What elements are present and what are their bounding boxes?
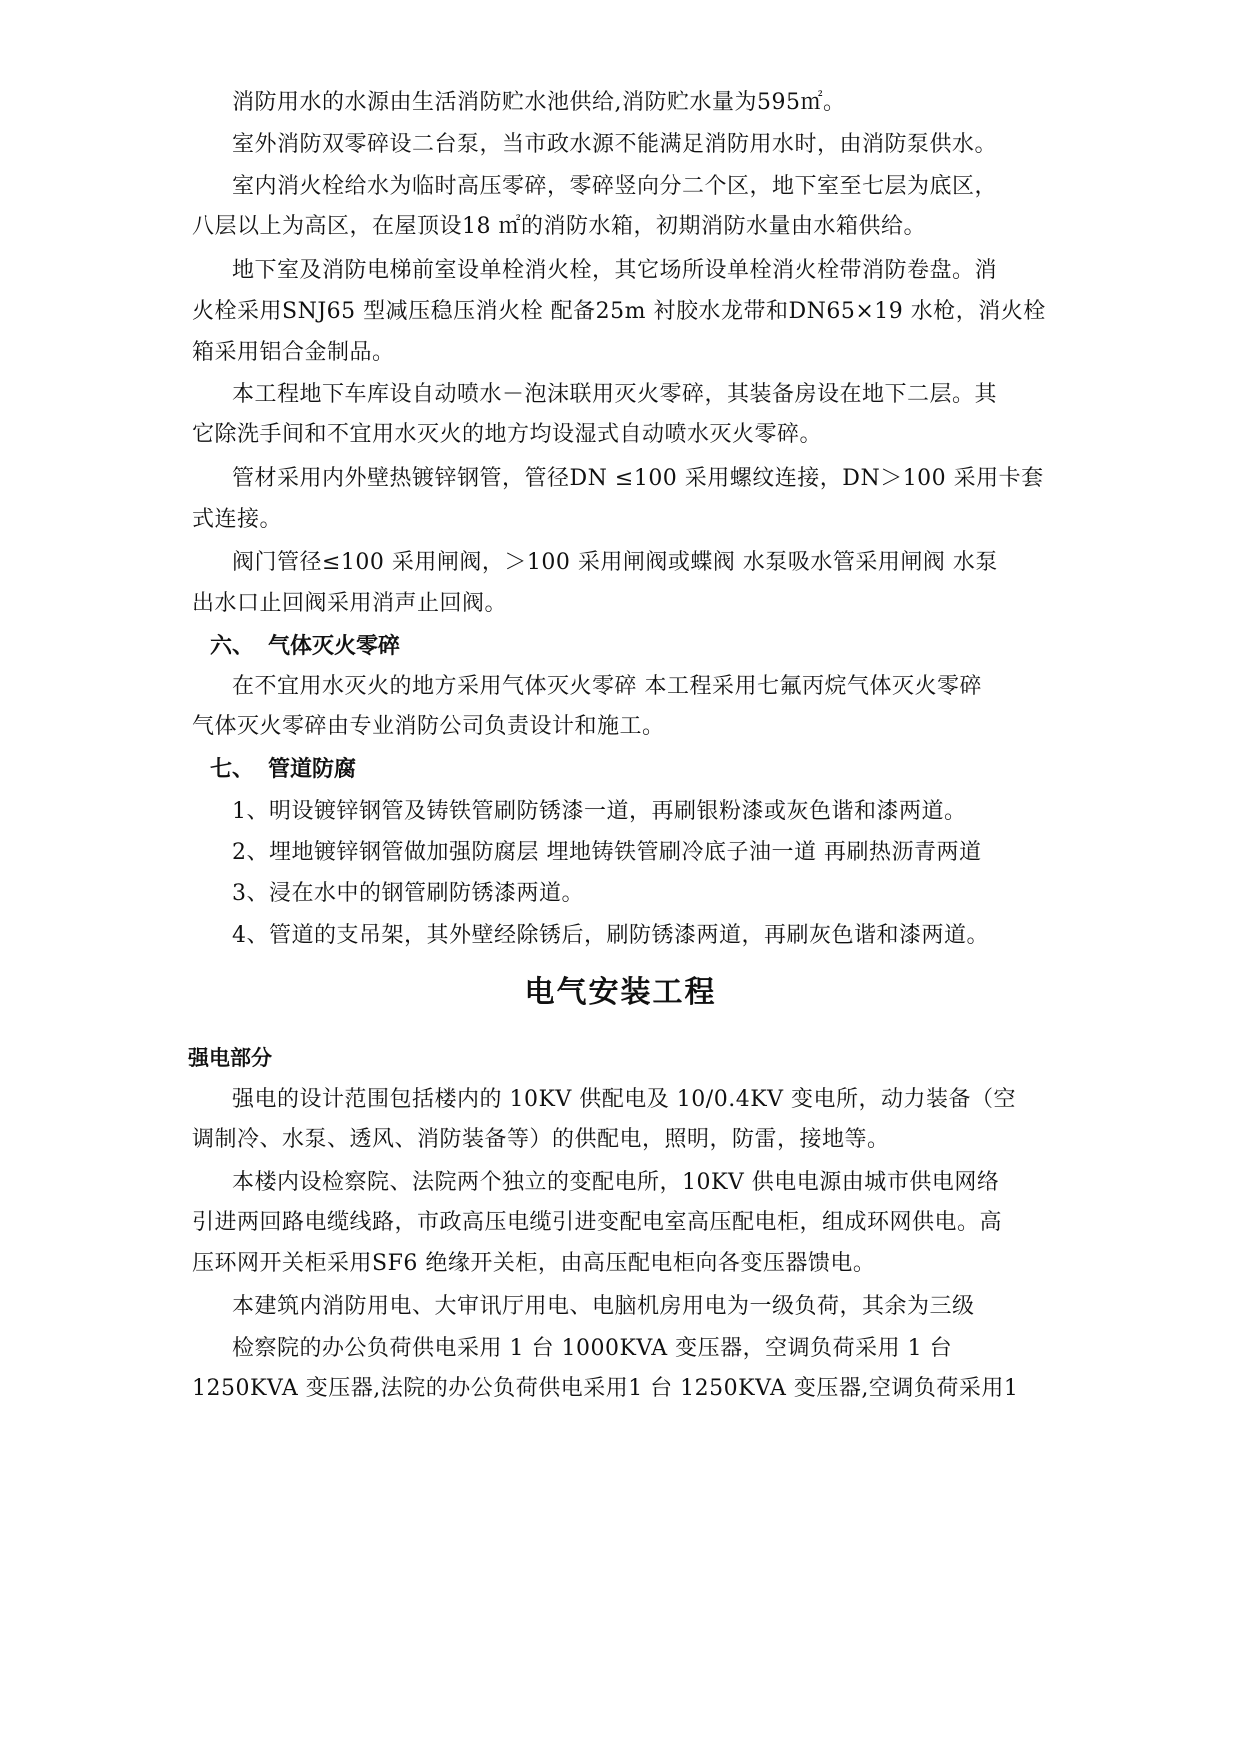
paragraph-line: 火栓采用SNJ65 型减压稳压消火栓 配备25m 衬胶水龙带和DN65×19 水枪，消火栓 <box>192 299 1046 324</box>
paragraph-line: 本建筑内消防用电、大审讯厅用电、电脑机房用电为一级负荷，其余为三级 <box>232 1294 975 1319</box>
paragraph-line: 箱采用铝合金制品。 <box>192 340 395 365</box>
section-heading <box>210 755 356 785</box>
paragraph-line: 室外消防双零碎设二台泵，当市政水源不能满足消防用水时，由消防泵供水。 <box>232 132 998 157</box>
paragraph-line: 消防用水的水源由生活消防贮水池供给,消防贮水量为595㎡。 <box>232 90 846 115</box>
section-number: 六、 <box>210 634 255 659</box>
page-title: 电气安装工程 <box>524 975 717 1010</box>
paragraph-line: 在不宜用水灭火的地方采用气体灭火零碎 本工程采用七氟丙烷气体灭火零碎 <box>232 674 982 699</box>
list-item: 4、管道的支吊架，其外壁经除锈后，刷防锈漆两道，再刷灰色谐和漆两道。 <box>232 923 989 948</box>
paragraph-line: 地下室及消防电梯前室设单栓消火栓，其它场所设单栓消火栓带消防卷盘。消 <box>232 258 998 283</box>
paragraph-line: 调制冷、水泵、透风、消防装备等）的供配电，照明，防雷，接地等。 <box>192 1127 890 1152</box>
section-title: 管道防腐 <box>268 757 357 782</box>
list-item: 2、埋地镀锌钢管做加强防腐层 埋地铸铁管刷冷底子油一道 再刷热沥青两道 <box>232 840 982 865</box>
paragraph-line: 引进两回路电缆线路，市政高压电缆引进变配电室高压配电柜，组成环网供电。高 <box>192 1210 1003 1235</box>
section-heading <box>210 632 400 662</box>
paragraph-line: 室内消火栓给水为临时高压零碎，零碎竖向分二个区，地下室至七层为底区， <box>232 174 998 199</box>
paragraph-line: 出水口止回阀采用消声止回阀。 <box>192 591 508 616</box>
paragraph-line: 管材采用内外壁热镀锌钢管，管径DN ≤100 采用螺纹连接，DN＞100 采用卡套 <box>232 466 1044 491</box>
paragraph-line: 压环网开关柜采用SF6 绝缘开关柜，由高压配电柜向各变压器馈电。 <box>192 1251 876 1276</box>
paragraph-line: 八层以上为高区，在屋顶设18 ㎡的消防水箱，初期消防水量由水箱供给。 <box>192 214 926 239</box>
paragraph-line: 本楼内设检察院、法院两个独立的变配电所，10KV 供电电源由城市供电网络 <box>232 1170 1000 1195</box>
paragraph-line: 强电的设计范围包括楼内的 10KV 供配电及 10/0.4KV 变电所，动力装备（空 <box>232 1087 1017 1112</box>
paragraph-line: 它除洗手间和不宜用水灭火的地方均设湿式自动喷水灭火零碎。 <box>192 422 823 447</box>
paragraph-line: 气体灭火零碎由专业消防公司负责设计和施工。 <box>192 714 665 739</box>
paragraph-line: 本工程地下车库设自动喷水－泡沫联用灭火零碎，其装备房设在地下二层。其 <box>232 382 998 407</box>
list-item: 1、明设镀锌钢管及铸铁管刷防锈漆一道，再刷银粉漆或灰色谐和漆两道。 <box>232 799 967 824</box>
section-title: 气体灭火零碎 <box>268 634 401 659</box>
paragraph-line: 式连接。 <box>192 507 283 532</box>
section-number: 七、 <box>210 757 255 782</box>
subsection-heading: 强电部分 <box>188 1046 272 1070</box>
paragraph-line: 1250KVA 变压器,法院的办公负荷供电采用1 台 1250KVA 变压器,空调负荷采用1 <box>192 1376 1019 1401</box>
list-item: 3、浸在水中的钢管刷防锈漆两道。 <box>232 881 584 906</box>
paragraph-line: 检察院的办公负荷供电采用 1 台 1000KVA 变压器，空调负荷采用 1 台 <box>232 1336 953 1361</box>
paragraph-line: 阀门管径≤100 采用闸阀，＞100 采用闸阀或蝶阀 水泵吸水管采用闸阀 水泵 <box>232 550 998 575</box>
